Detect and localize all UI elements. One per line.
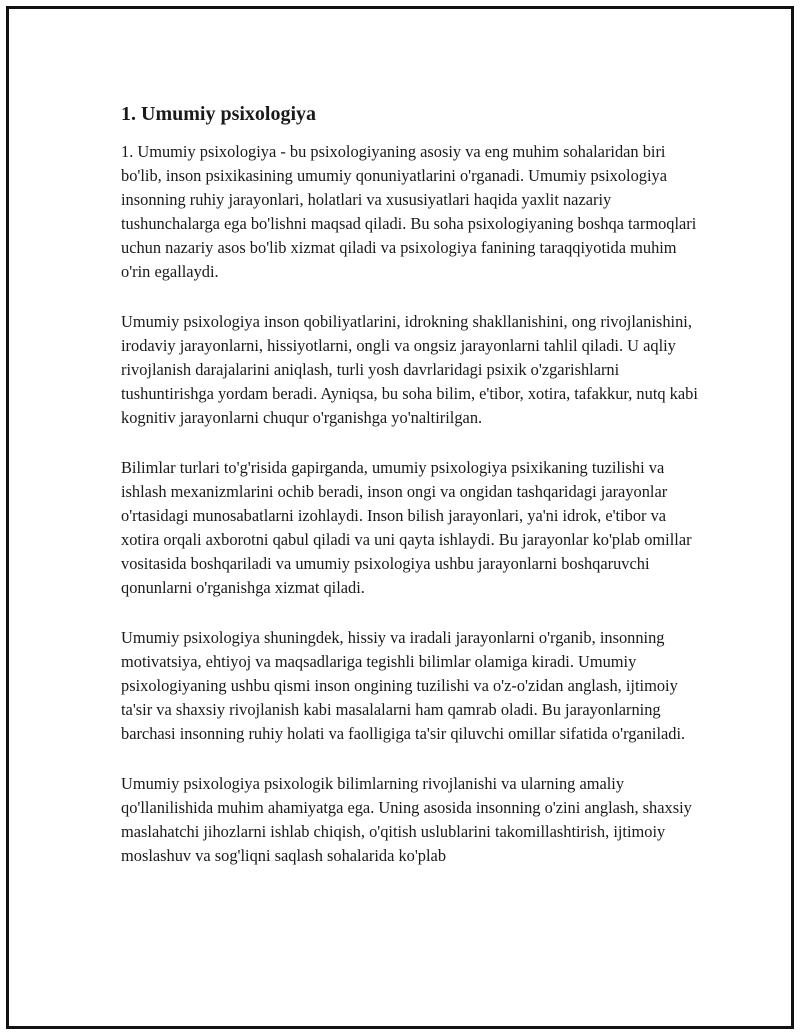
paragraph-3: Bilimlar turlari to'g'risida gapirganda, umumiy psixologiya psixikaning tuzilishi va ishlash mexanizmlarini ochib beradi, inson ongi va ongidan tashqaridagi jarayonlar o'rtasidagi munosabatlarni izohlaydi. Inson bilish jarayonlari, ya'ni idrok, e'tibor va xotira orqali axborotni qabul qiladi va uni qayta ishlaydi. Bu jarayonlar ko'plab omillar vositasida boshqariladi va umumiy psixologiya ushbu jarayonlarni boshqaruvchi qonunlarni o'rganishga xizmat qiladi. — [121, 458, 692, 597]
paragraph-5: Umumiy psixologiya psixologik bilimlarning rivojlanishi va ularning amaliy qo'llanilishida muhim ahamiyatga ega. Uning asosida insonning o'zini anglash, shaxsiy maslahatchi jihozlarni ishlab chiqish, o'qitish uslublarini takomillashtirish, ijtimoiy moslashuv va sog'liqni saqlash sohalarida ko'plab — [121, 774, 692, 865]
page-frame — [6, 6, 794, 1029]
paragraph-1: 1. Umumiy psixologiya - bu psixologiyaning asosiy va eng muhim sohalaridan biri bo'lib, inson psixikasining umumiy qonuniyatlarini o'rganadi. Umumiy psixologiya insonning ruhiy jarayonlari, holatlari va xususiyatlari haqida yaxlit nazariy tushunchalarga ega bo'lishni maqsad qiladi. Bu soha psixologiyaning boshqa tarmoqlari uchun nazariy asos bo'lib xizmat qiladi va psixologiya fanining taraqqiyotida muhim o'rin egallaydi. — [121, 142, 697, 281]
section-heading: 1. Umumiy psixologiya — [121, 103, 317, 125]
paragraph-2: Umumiy psixologiya inson qobiliyatlarini, idrokning shakllanishini, ong rivojlanishini, irodaviy jarayonlarni, hissiyotlarni, ongli va ongsiz jarayonlarni tahlil qiladi. U aqliy rivojlanish darajalarini aniqlash, turli yosh davrlaridagi psixik o'zgarishlarni tushuntirishga yordam beradi. Ayniqsa, bu soha bilim, e'tibor, xotira, tafakkur, nutq kabi kognitiv jarayonlarni chuqur o'rganishga yo'naltirilgan. — [121, 312, 698, 427]
paragraph-4: Umumiy psixologiya shuningdek, hissiy va iradali jarayonlarni o'rganib, insonning motivatsiya, ehtiyoj va maqsadlariga tegishli bilimlar olamiga kiradi. Umumiy psixologiyaning ushbu qismi inson ongining tuzilishi va o'z-o'zidan anglash, ijtimoiy ta'sir va shaxsiy rivojlanish kabi masalalarni ham qamrab oladi. Bu jarayonlarning barchasi insonning ruhiy holati va faolligiga ta'sir qiluvchi omillar sifatida o'rganiladi. — [121, 628, 686, 743]
document-body — [121, 101, 706, 894]
